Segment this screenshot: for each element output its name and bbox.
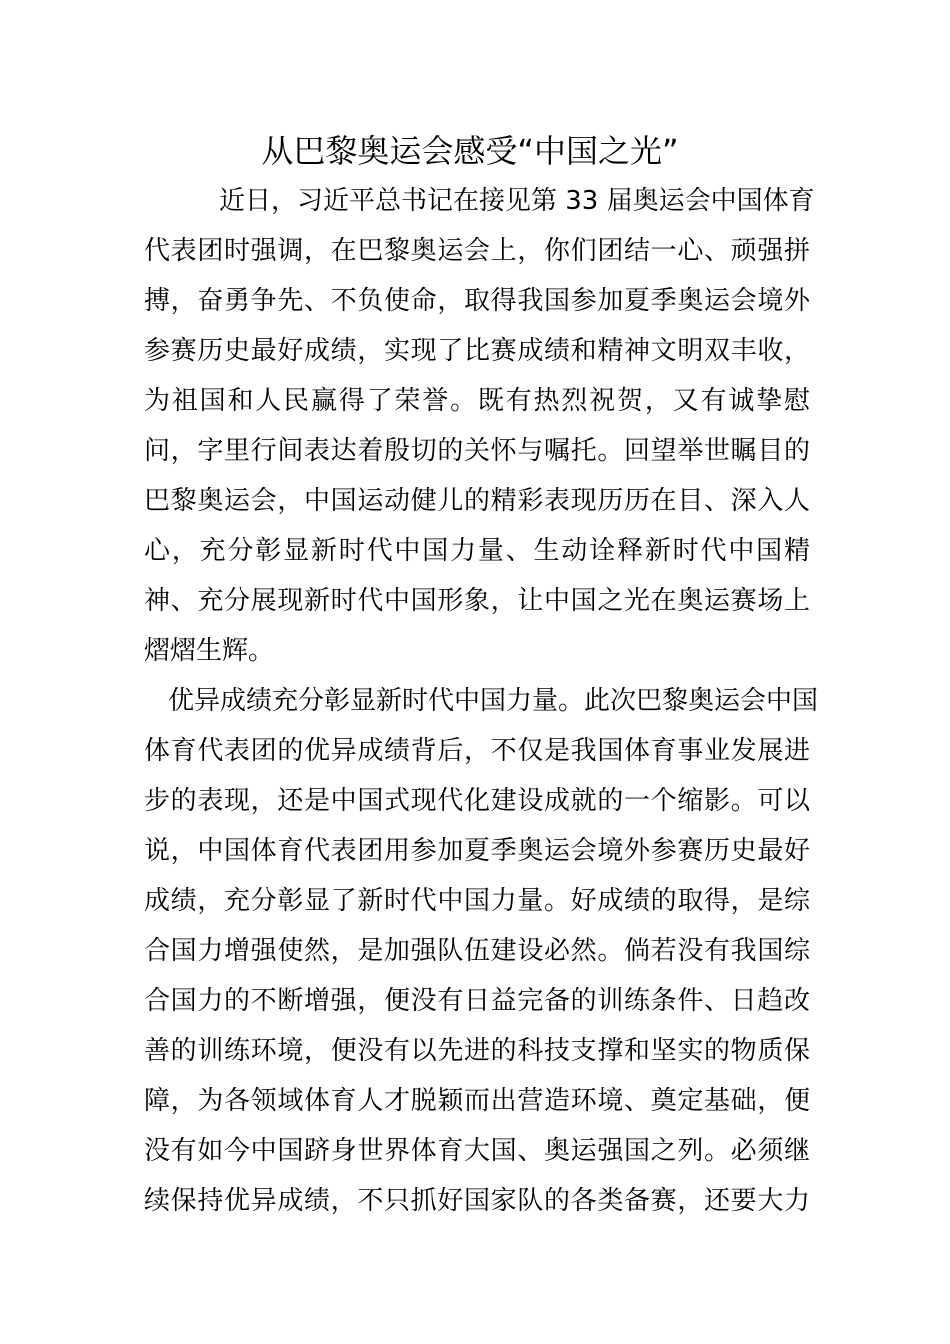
paragraph-1-line-9: 神、充分展现新时代中国形象，让中国之光在奥运赛场上 <box>144 586 810 616</box>
paragraph-1-line-2: 代表团时强调，在巴黎奥运会上，你们团结一心、顽强拼 <box>144 236 810 266</box>
paragraph-1-line-4: 参赛历史最好成绩，实现了比赛成绩和精神文明双丰收， <box>144 336 810 366</box>
paragraph-1-line-10: 熠熠生辉。 <box>144 636 275 666</box>
document-title: 从巴黎奥运会感受“中国之光” <box>261 132 679 170</box>
paragraph-1-line-3: 搏，奋勇争先、不负使命，取得我国参加夏季奥运会境外 <box>144 286 810 316</box>
paragraph-1-line-6: 问，字里行间表达着殷切的关怀与嘱托。回望举世瞩目的 <box>144 436 810 466</box>
paragraph-2-line-8: 善的训练环境，便没有以先进的科技支撑和坚实的物质保 <box>144 1036 810 1066</box>
paragraph-2-line-2: 体育代表团的优异成绩背后，不仅是我国体育事业发展进 <box>144 736 810 766</box>
paragraph-2-line-4: 说，中国体育代表团用参加夏季奥运会境外参赛历史最好 <box>144 836 810 866</box>
paragraph-2-line-6: 合国力增强使然，是加强队伍建设必然。倘若没有我国综 <box>144 936 810 966</box>
paragraph-2-line-9: 障，为各领域体育人才脱颖而出营造环境、奠定基础，便 <box>144 1086 810 1116</box>
paragraph-1-line-7: 巴黎奥运会，中国运动健儿的精彩表现历历在目、深入人 <box>144 486 810 516</box>
paragraph-1-line-1: 近日，习近平总书记在接见第 33 届奥运会中国体育 <box>219 186 815 216</box>
paragraph-2-line-1: 优异成绩充分彰显新时代中国力量。此次巴黎奥运会中国 <box>168 686 819 716</box>
paragraph-2-line-7: 合国力的不断增强，便没有日益完备的训练条件、日趋改 <box>144 986 810 1016</box>
paragraph-2-line-3: 步的表现，还是中国式现代化建设成就的一个缩影。可以 <box>144 786 810 816</box>
paragraph-2-line-11: 续保持优异成绩，不只抓好国家队的各类备赛，还要大力 <box>144 1186 810 1216</box>
paragraph-1-line-5: 为祖国和人民赢得了荣誉。既有热烈祝贺，又有诚挚慰 <box>144 386 810 416</box>
paragraph-2-line-10: 没有如今中国跻身世界体育大国、奥运强国之列。必须继 <box>144 1136 810 1166</box>
paragraph-1-line-8: 心，充分彰显新时代中国力量、生动诠释新时代中国精 <box>144 536 810 566</box>
paragraph-2-line-5: 成绩，充分彰显了新时代中国力量。好成绩的取得，是综 <box>144 886 810 916</box>
